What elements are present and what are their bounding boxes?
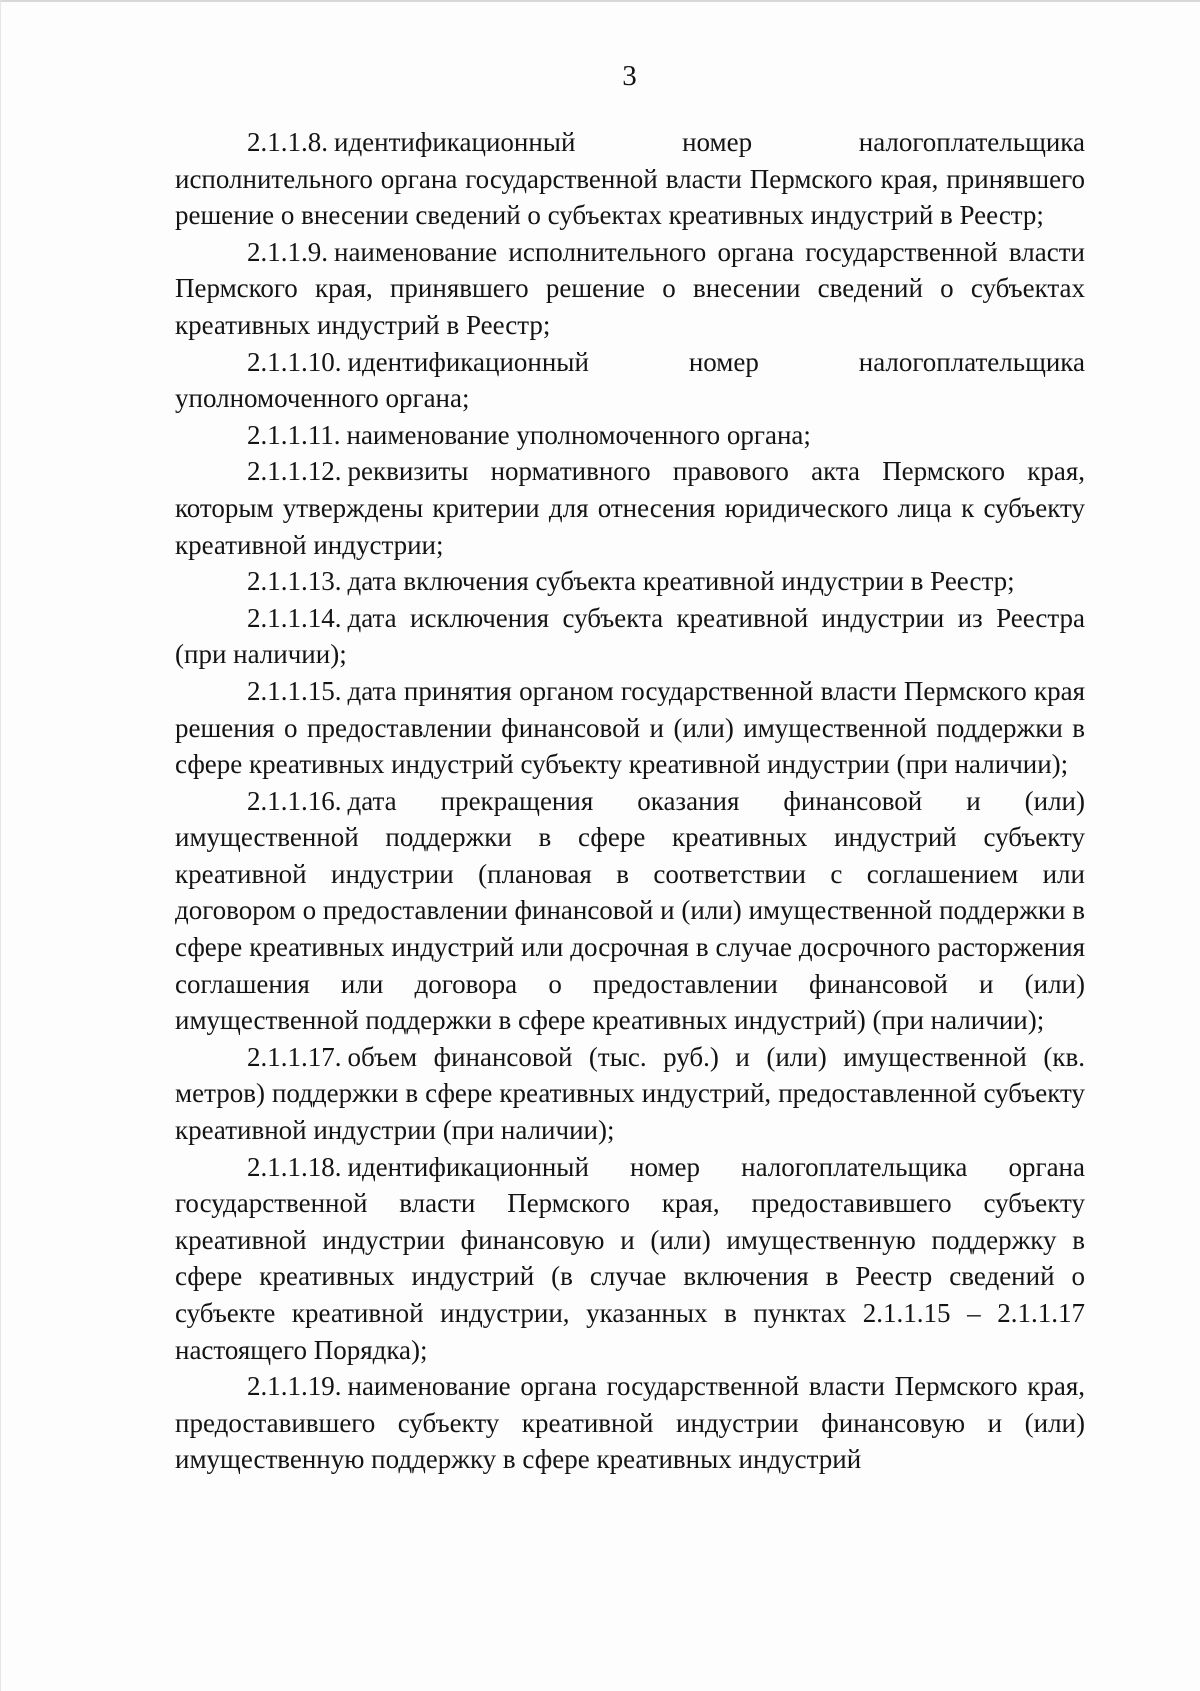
paragraph-2-1-1-16 xyxy=(175,783,1085,1039)
paragraph-2-1-1-13 xyxy=(175,563,1085,600)
paragraph-number: 2.1.1.16. xyxy=(247,785,342,816)
paragraph-text: дата прекращения оказания финансовой и (или) имущественной поддержки в сфере креативных индустрий субъекту креативной индустрии (плановая в соответствии с соглашением или договором о предоставлении финансовой и (или) имущественной поддержки в сфере креативных индустрий или досрочная в случае досрочного расторжения соглашения или договора о предоставлении финансовой и (или) имущественной поддержки в сфере креативных индустрий) (при наличии); xyxy=(175,785,1085,1036)
paragraph-text: наименование исполнительного органа государственной власти Пермского края, принявшего решение о внесении сведений о субъектах креативных индустрий в Реестр; xyxy=(175,236,1085,340)
paragraph-2-1-1-12 xyxy=(175,453,1085,563)
paragraph-number: 2.1.1.17. xyxy=(247,1041,342,1072)
paragraph-number: 2.1.1.14. xyxy=(247,602,342,633)
paragraph-text: реквизиты нормативного правового акта Пермского края, которым утверждены критерии для отнесения юридического лица к субъекту креативной индустрии; xyxy=(175,456,1085,560)
paragraph-number: 2.1.1.18. xyxy=(247,1151,342,1182)
paragraph-2-1-1-8 xyxy=(175,124,1085,234)
paragraph-2-1-1-15 xyxy=(175,673,1085,783)
paragraph-2-1-1-9 xyxy=(175,234,1085,344)
paragraph-number: 2.1.1.9. xyxy=(247,236,328,267)
paragraph-2-1-1-11 xyxy=(175,417,1085,454)
paragraph-text: идентификационный номер налогоплательщика уполномоченного органа; xyxy=(175,346,1085,414)
paragraph-text: дата исключения субъекта креативной индустрии из Реестра (при наличии); xyxy=(175,602,1085,670)
paragraph-2-1-1-17 xyxy=(175,1039,1085,1149)
paragraph-text: идентификационный номер налогоплательщика органа государственной власти Пермского края, предоставившего субъекту креативной индустрии финансовую и (или) имущественную поддержку в сфере креативных индустрий (в случае включения в Реестр сведений о субъекте креативной индустрии, указанных в пунктах 2.1.1.15 – 2.1.1.17 настоящего Порядка); xyxy=(175,1151,1085,1365)
paragraph-number: 2.1.1.10. xyxy=(247,346,342,377)
document-body xyxy=(175,124,1085,1478)
paragraph-number: 2.1.1.13. xyxy=(247,566,342,597)
paragraph-number: 2.1.1.11. xyxy=(247,419,341,450)
paragraph-2-1-1-10 xyxy=(175,344,1085,417)
paragraph-text: наименование уполномоченного органа; xyxy=(346,419,811,450)
paragraph-text: объем финансовой (тыс. руб.) и (или) имущественной (кв. метров) поддержки в сфере креативных индустрий, предоставленной субъекту креативной индустрии (при наличии); xyxy=(175,1041,1085,1146)
paragraph-number: 2.1.1.8. xyxy=(247,127,328,157)
paragraph-2-1-1-19 xyxy=(175,1368,1085,1478)
paragraph-text: наименование органа государственной власти Пермского края, предоставившего субъекту креативной индустрии финансовую и (или) имущественную поддержку в сфере креативных индустрий xyxy=(175,1371,1085,1475)
page-number: 3 xyxy=(622,60,637,92)
paragraph-text: дата включения субъекта креативной индустрии в Реестр; xyxy=(347,566,1015,597)
paragraph-2-1-1-18 xyxy=(175,1149,1085,1369)
paragraph-2-1-1-14 xyxy=(175,600,1085,673)
paragraph-text: идентификационный номер налогоплательщика исполнительного органа государственной власти Пермского края, принявшего решение о внесении сведений о субъектах креативных индустрий в Реестр; xyxy=(175,127,1085,231)
paragraph-text: дата принятия органом государственной власти Пермского края решения о предоставлении финансовой и (или) имущественной поддержки в сфере креативных индустрий субъекту креативной индустрии (при наличии); xyxy=(175,675,1085,780)
paragraph-number: 2.1.1.19. xyxy=(247,1371,342,1402)
paragraph-number: 2.1.1.15. xyxy=(247,675,342,706)
paragraph-number: 2.1.1.12. xyxy=(247,456,342,487)
